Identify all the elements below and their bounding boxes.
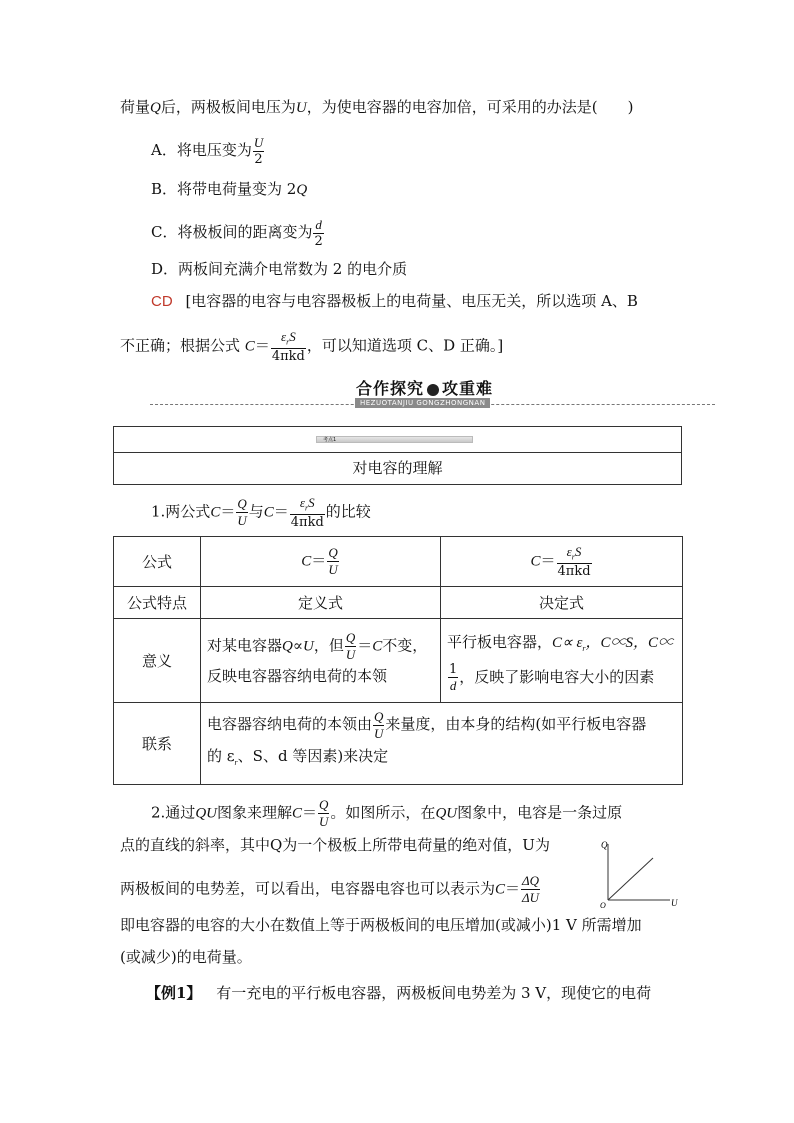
question-stem: 荷量Q后，两极板间电压为U，为使电容器的电容加倍，可采用的办法是( ) [120,98,634,116]
graph-y-label: Q [601,840,608,850]
q-u-graph [598,838,682,908]
section2-line-4: 即电容器的电容的大小在数值上等于两极板间的电压增加(或减小)1 V 所需增加 [120,916,642,934]
comparison-table [113,536,683,785]
example-1 [146,982,651,1004]
cell-definition-label: 定义式 [201,587,441,619]
option-b: B．将带电荷量变为 2Q [151,180,308,198]
cell-determining-formula: C＝ $\frac{\varepsilon_rS}{\text{4πkd}}$ [441,537,683,587]
graph-x-label: U [671,898,678,908]
section2-line-3: 两极板间的电势差，可以看出，电容器电容也可以表示为C＝ $\frac{\Delta Q}{\Delta U}$ [120,873,540,905]
cell-determining-label: 决定式 [441,587,683,619]
fraction-u-over-2: $\frac{U}{2}$ [253,135,264,167]
graph-line [608,858,653,900]
cell-meaning-determining: 平行板电容器，$C\propto \varepsilon_r$，C∝S，C∝ $\frac{1}{d}$ ，反映了影响电容大小的因素 [441,619,683,703]
topic-tag: 考点1 [316,436,473,443]
banner-dot-icon [427,384,439,396]
cell-link-label: 联系 [114,703,201,785]
explanation-2: 不正确；根据公式 C＝ $\frac{\varepsilon_rS}{\text{4πkd}}$ ，可以知道选项 C、D 正确。] [120,329,504,364]
table-row [114,619,683,703]
banner-title: 合作探究 攻重难 [356,379,494,398]
cell-feature-label: 公式特点 [114,587,201,619]
option-d: D．两板间充满介电常数为 2 的电介质 [151,260,408,278]
topic-title-row [113,452,682,485]
cell-link-text: 电容器容纳电荷的本领由 $\frac{Q}{U}$ 来量度，由本身的结构(如平行板电容器 的 $\varepsilon_r$、S、d 等因素)来决定 [201,703,683,785]
table-row [114,587,683,619]
fraction-d-over-2: $\frac{d}{2}$ [314,217,323,249]
example-text: 有一充电的平行板电容器，两极板间电势差为 3 V，现使它的电荷 [216,984,652,1002]
cell-definition-formula: C＝ $\frac{Q}{U}$ [201,537,441,587]
explanation-1: [电容器的电容与电容器极板上的电荷量、电压无关，所以选项 A、B [185,292,638,310]
example-tag: 【例1】 [146,984,202,1002]
cell-meaning-label: 意义 [114,619,201,703]
option-c: C．将极板间的距离变为 $\frac{d}{2}$ [151,217,323,249]
topic-title: 对电容的理解 [352,459,443,477]
section2-line-5: (或减少)的电荷量。 [120,948,252,966]
table-row [114,703,683,785]
section2-line-1: 2.通过QU图象来理解C＝ $\frac{Q}{U}$ 。如图所示，在QU图象中，电容是一条过原 [151,797,623,829]
graph-origin-label: O [600,901,606,908]
answer-line [151,290,638,313]
banner-pinyin: HEZUOTANJIU GONGZHONGNAN [355,398,490,408]
section2-line-2: 点的直线的斜率，其中Q为一个极板上所带电荷量的绝对值，U为 [120,836,550,854]
section-banner [150,376,715,410]
section1-heading: 1.两公式C＝ $\frac{Q}{U}$ 与C＝ $\frac{\varepsilon_rS}{\text{4πkd}}$ 的比较 [151,495,371,530]
table-row [114,537,683,587]
cell-formula-label: 公式 [114,537,201,587]
cell-meaning-definition: 对某电容器Q∝U，但 $\frac{Q}{U}$ ＝C不变， 反映电容器容纳电荷的本领 [201,619,441,703]
option-a: A．将电压变为 $\frac{U}{2}$ [151,135,264,167]
answer-key: CD [151,293,173,310]
capacitance-formula: $\frac{\varepsilon_rS}{\text{4πkd}}$ [271,329,305,364]
